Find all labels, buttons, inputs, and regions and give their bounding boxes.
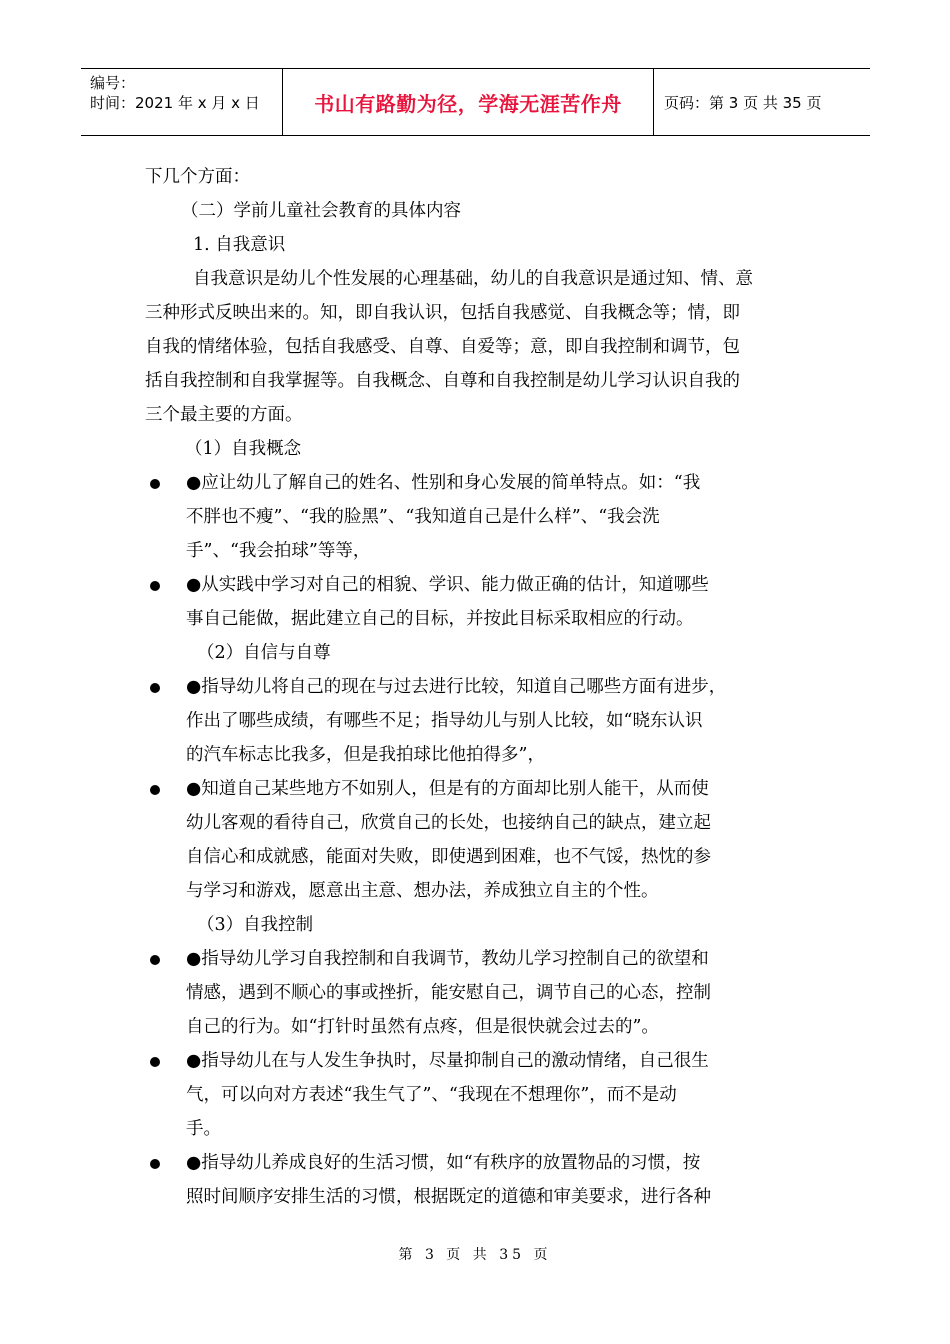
bullet-line: 的汽车标志比我多，但是我拍球比他拍得多”，: [186, 745, 545, 765]
subsection-heading: 1. 自我意识: [193, 235, 286, 255]
bullet-item: [110, 670, 817, 772]
paragraph-line: 括自我控制和自我掌握等。自我概念、自尊和自我控制是幼儿学习认识自我的: [145, 371, 740, 391]
bullet-icon: [150, 1159, 160, 1169]
header-meta: [81, 69, 283, 135]
bullet-line: ●知道自己某些地方不如别人，但是有的方面却比别人能干，从而使: [186, 779, 709, 799]
bullet-icon: [150, 955, 160, 965]
page-header: [81, 68, 870, 136]
bullet-line: ●指导幼儿养成良好的生活习惯，如“有秩序的放置物品的习惯，按: [186, 1153, 701, 1173]
bullet-icon: [150, 581, 160, 591]
paragraph-line: 三个最主要的方面。: [145, 405, 303, 425]
bullet-line: 手”、“我会拍球”等等，: [186, 541, 371, 561]
bullet-line: 与学习和游戏，愿意出主意、想办法，养成独立自主的个性。: [186, 881, 659, 901]
bullet-line: ●指导幼儿将自己的现在与过去进行比较，知道自己哪些方面有进步，: [186, 677, 727, 697]
bullet-line: 幼儿客观的看待自己，欣赏自己的长处，也接纳自己的缺点，建立起: [186, 813, 711, 833]
page-footer: 第 3 页 共 35 页: [398, 1247, 552, 1263]
bullet-line: ●从实践中学习对自己的相貌、学识、能力做正确的估计，知道哪些: [186, 575, 709, 595]
bullet-line: 手。: [186, 1119, 221, 1139]
paragraph-line: 三种形式反映出来的。知，即自我认识，包括自我感觉、自我概念等；情，即: [145, 303, 740, 323]
header-page-info: 页码：第 3 页 共 35 页: [664, 93, 822, 112]
date-label: 时间：2021 年 x 月 x 日: [90, 94, 260, 112]
bullet-icon: [150, 785, 160, 795]
header-motto: 书山有路勤为径，学海无涯苦作舟: [283, 69, 654, 135]
section-heading: （二）学前儿童社会教育的具体内容: [181, 201, 461, 221]
intro-line: 下几个方面：: [145, 167, 250, 187]
bullet-icon: [150, 479, 160, 489]
bullet-item: [110, 942, 817, 1044]
item-title: （2）自信与自尊: [197, 643, 331, 663]
bullet-line: 自信心和成就感，能面对失败，即使遇到困难，也不气馁，热忱的参: [186, 847, 711, 867]
bullet-line: ●指导幼儿学习自我控制和自我调节，教幼儿学习控制自己的欲望和: [186, 949, 709, 969]
bullet-line: 不胖也不瘦”、“我的脸黑”、“我知道自己是什么样”、“我会洗: [186, 507, 660, 527]
bullet-item: [110, 1044, 817, 1146]
number-label: 编号：: [90, 74, 136, 92]
bullet-item: [110, 772, 817, 908]
bullet-line: 气，可以向对方表述“我生气了”、“我现在不想理你”，而不是动: [186, 1085, 677, 1105]
bullet-line: 自己的行为。如“打针时虽然有点疼，但是很快就会过去的”。: [186, 1017, 659, 1037]
paragraph-line: 自我的情绪体验，包括自我感受、自尊、自爱等；意，即自我控制和调节，包: [145, 337, 740, 357]
document-body: [145, 160, 817, 1214]
bullet-icon: [150, 683, 160, 693]
bullet-item: [110, 568, 817, 636]
bullet-item: [110, 1146, 817, 1214]
bullet-line: 事自己能做，据此建立自己的目标，并按此目标采取相应的行动。: [186, 609, 694, 629]
item-title: （1）自我概念: [185, 439, 302, 459]
item-title: （3）自我控制: [197, 915, 314, 935]
bullet-line: 情感，遇到不顺心的事或挫折，能安慰自己，调节自己的心态，控制: [186, 983, 711, 1003]
paragraph-line: 自我意识是幼儿个性发展的心理基础，幼儿的自我意识是通过知、情、意: [193, 269, 753, 289]
bullet-line: ●指导幼儿在与人发生争执时，尽量抑制自己的激动情绪，自己很生: [186, 1051, 709, 1071]
bullet-icon: [150, 1057, 160, 1067]
paragraph: [145, 262, 817, 432]
bullet-item: [110, 466, 817, 568]
bullet-line: ●应让幼儿了解自己的姓名、性别和身心发展的简单特点。如：“我: [186, 473, 701, 493]
bullet-line: 照时间顺序安排生活的习惯，根据既定的道德和审美要求，进行各种: [186, 1187, 711, 1207]
bullet-line: 作出了哪些成绩，有哪些不足；指导幼儿与别人比较，如“晓东认识: [186, 711, 703, 731]
